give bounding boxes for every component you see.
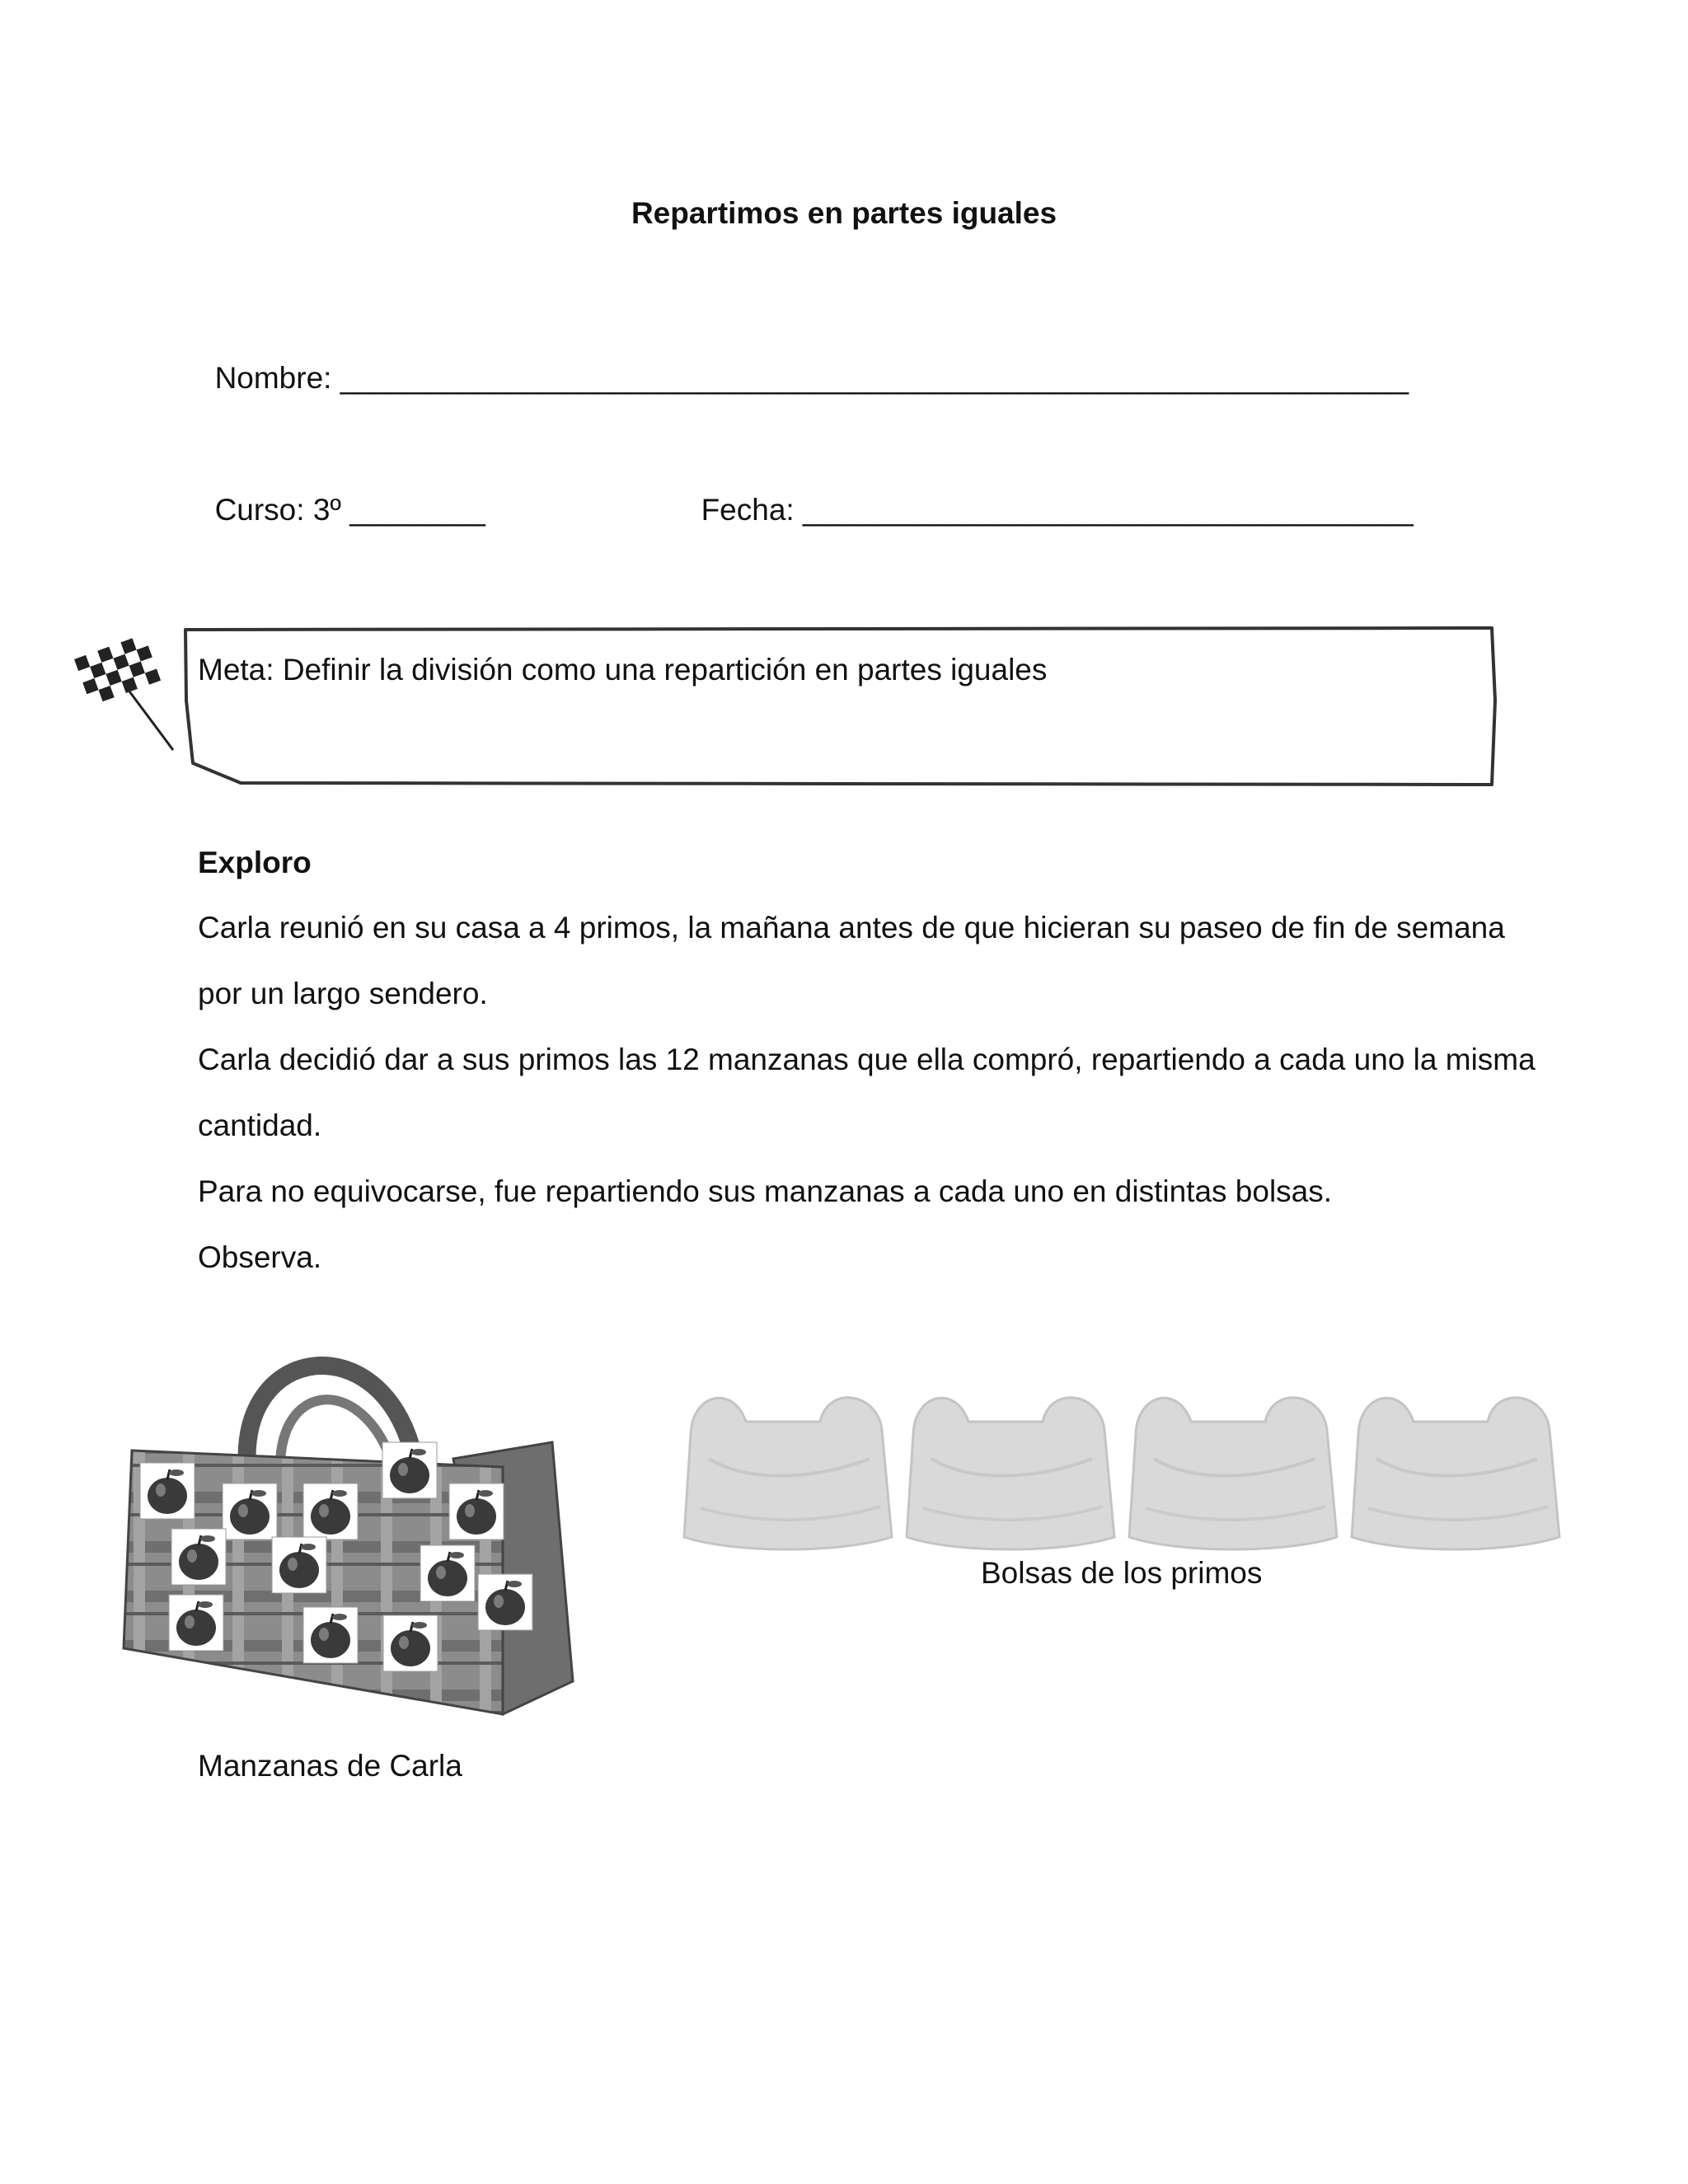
apple-icon xyxy=(383,1615,438,1671)
goal-text: Meta: Definir la división como una repartición en partes iguales xyxy=(198,653,1048,687)
explore-paragraph: Observa. xyxy=(198,1240,322,1274)
date-label: Fecha: xyxy=(701,493,803,527)
cousins-bags-figure xyxy=(676,1385,1566,1558)
plastic-bag-icon xyxy=(684,1398,892,1549)
explore-paragraph: Carla reunió en su casa a 4 primos, la mañana antes de que hicieran su paseo de fin de semana por un largo sendero. xyxy=(198,911,1505,1010)
date-field[interactable] xyxy=(684,458,1414,527)
plastic-bag-icon xyxy=(907,1398,1114,1549)
explore-paragraph: Carla decidió dar a sus primos las 12 manzanas que ella compró, repartiendo a cada uno la misma cantidad. xyxy=(198,1043,1536,1142)
apple-icon xyxy=(272,1537,326,1593)
apple-icon xyxy=(303,1483,358,1540)
apple-icon xyxy=(140,1463,195,1519)
apple-icon xyxy=(420,1545,475,1601)
carla-caption: Manzanas de Carla xyxy=(198,1749,462,1783)
apple-icon xyxy=(169,1595,223,1651)
name-blank[interactable]: _______________________________________________________________ xyxy=(340,361,1409,395)
course-field[interactable] xyxy=(198,458,485,527)
apple-icon xyxy=(171,1529,226,1585)
apple-icon xyxy=(449,1483,504,1540)
course-label: Curso: 3º xyxy=(214,493,350,527)
apple-icon xyxy=(382,1442,437,1498)
explore-paragraph: Para no equivocarse, fue repartiendo sus manzanas a cada uno en distintas bolsas. xyxy=(198,1174,1333,1208)
explore-heading: Exploro xyxy=(198,846,312,879)
checkered-flag-icon xyxy=(74,634,173,750)
name-label: Nombre: xyxy=(214,361,340,395)
page-title: Repartimos en partes iguales xyxy=(631,196,1057,230)
apple-icon xyxy=(223,1483,277,1540)
course-blank[interactable]: ________ xyxy=(349,493,485,527)
apple-icon xyxy=(478,1574,532,1630)
date-blank[interactable]: ____________________________________ xyxy=(802,493,1414,527)
apple-icon xyxy=(303,1607,358,1663)
plastic-bag-icon xyxy=(1352,1398,1559,1549)
name-field[interactable] xyxy=(198,326,1409,396)
goal-box xyxy=(58,610,1508,799)
plastic-bag-icon xyxy=(1129,1398,1337,1549)
cousins-caption: Bolsas de los primos xyxy=(981,1556,1263,1590)
carla-bag-figure xyxy=(115,1327,585,1722)
explore-text xyxy=(198,895,1550,1291)
